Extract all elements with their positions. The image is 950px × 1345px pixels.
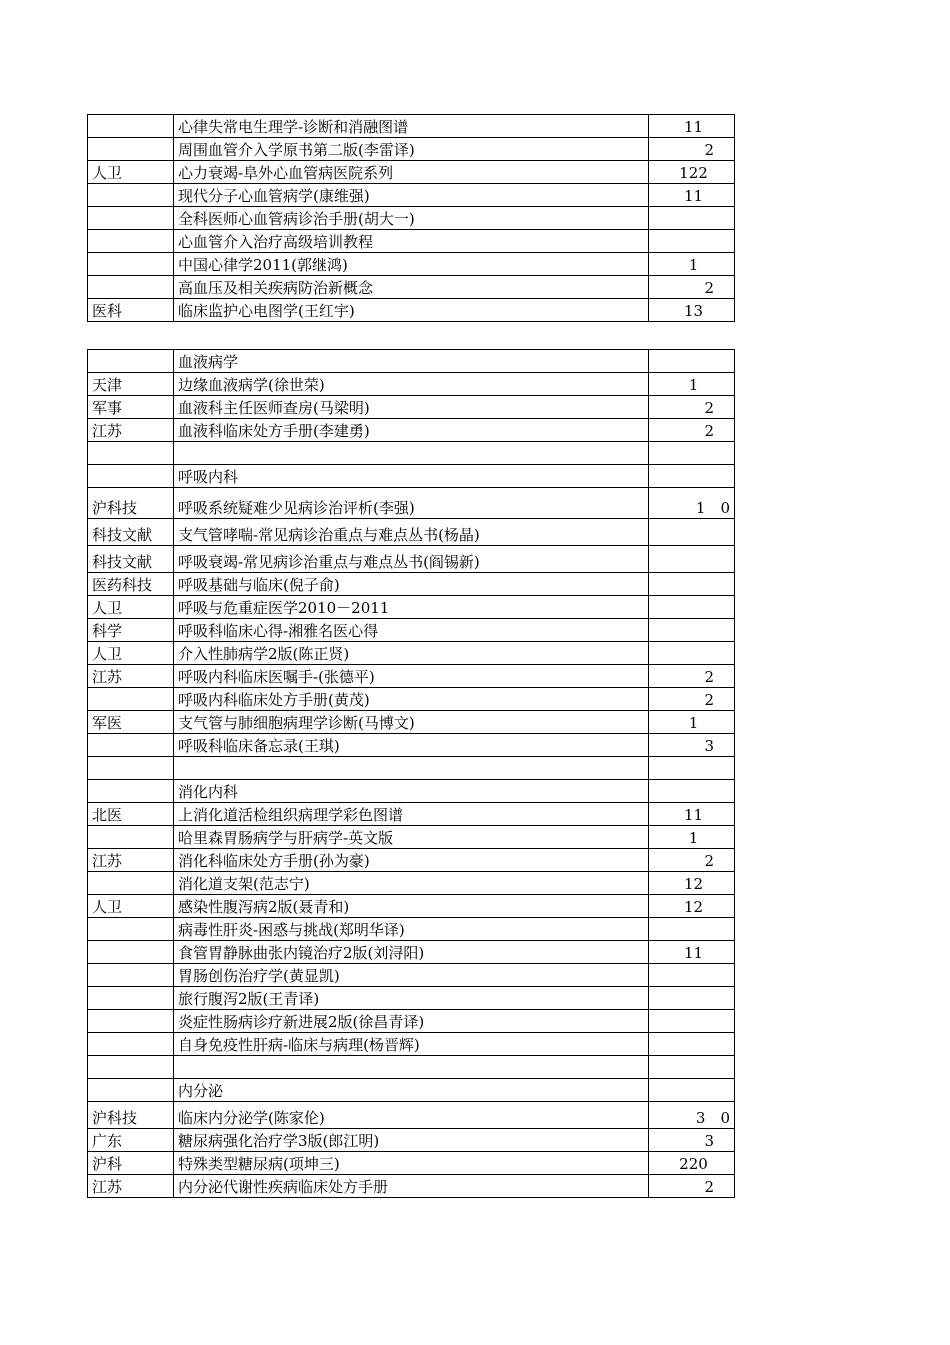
table-row: [88, 207, 735, 230]
title-cell: 血液科主任医师查房(马梁明): [174, 396, 649, 419]
quantity-cell: 2: [649, 396, 735, 419]
quantity-cell: [649, 964, 735, 987]
publisher-cell: [88, 1010, 174, 1033]
table-row: [88, 757, 735, 780]
publisher-cell: [88, 276, 174, 299]
table-row: [88, 115, 735, 138]
table-row: [88, 350, 735, 373]
title-cell: 血液病学: [174, 350, 649, 373]
publisher-cell: [88, 1056, 174, 1079]
quantity-cell: [649, 207, 735, 230]
publisher-cell: 科学: [88, 619, 174, 642]
table-row: [88, 1175, 735, 1198]
quantity-cell: 3 0: [649, 1102, 735, 1129]
quantity-cell: 2: [649, 665, 735, 688]
publisher-cell: 人卫: [88, 642, 174, 665]
table-row: [88, 895, 735, 918]
title-cell: 炎症性肠病诊疗新进展2版(徐昌青译): [174, 1010, 649, 1033]
title-cell: 呼吸科临床备忘录(王琪): [174, 734, 649, 757]
publisher-cell: 军医: [88, 711, 174, 734]
title-cell: 临床监护心电图学(王红宇): [174, 299, 649, 322]
table-row: [88, 1079, 735, 1102]
table-row: [88, 734, 735, 757]
book-table-internal-medicine: [87, 349, 735, 1198]
title-cell: 呼吸科临床心得-湘雅名医心得: [174, 619, 649, 642]
title-cell: 边缘血液病学(徐世荣): [174, 373, 649, 396]
publisher-cell: [88, 230, 174, 253]
quantity-cell: 220: [649, 1152, 735, 1175]
quantity-cell: [649, 1079, 735, 1102]
title-cell: [174, 442, 649, 465]
publisher-cell: [88, 350, 174, 373]
publisher-cell: [88, 757, 174, 780]
publisher-cell: [88, 184, 174, 207]
title-cell: 呼吸内科临床处方手册(黄茂): [174, 688, 649, 711]
title-cell: 哈里森胃肠病学与肝病学-英文版: [174, 826, 649, 849]
title-cell: 食管胃静脉曲张内镜治疗2版(刘浔阳): [174, 941, 649, 964]
quantity-cell: 1: [649, 373, 735, 396]
table-row: [88, 299, 735, 322]
table-row: [88, 918, 735, 941]
title-cell: 呼吸衰竭-常见病诊治重点与难点丛书(阎锡新): [174, 546, 649, 573]
quantity-cell: [649, 442, 735, 465]
title-cell: 内分泌代谢性疾病临床处方手册: [174, 1175, 649, 1198]
table-row: [88, 465, 735, 488]
title-cell: 心血管介入治疗高级培训教程: [174, 230, 649, 253]
table-row: [88, 619, 735, 642]
quantity-cell: [649, 465, 735, 488]
publisher-cell: [88, 465, 174, 488]
quantity-cell: [649, 918, 735, 941]
title-cell: 临床内分泌学(陈家伦): [174, 1102, 649, 1129]
quantity-cell: 3: [649, 1129, 735, 1152]
title-cell: 中国心律学2011(郭继鸿): [174, 253, 649, 276]
quantity-cell: [649, 519, 735, 546]
table-row: [88, 488, 735, 519]
title-cell: 心力衰竭-阜外心血管病医院系列: [174, 161, 649, 184]
publisher-cell: 江苏: [88, 419, 174, 442]
table-row: [88, 642, 735, 665]
quantity-cell: [649, 546, 735, 573]
publisher-cell: 天津: [88, 373, 174, 396]
title-cell: 支气管哮喘-常见病诊治重点与难点丛书(杨晶): [174, 519, 649, 546]
quantity-cell: 11: [649, 115, 735, 138]
title-cell: 现代分子心血管病学(康维强): [174, 184, 649, 207]
table-row: [88, 573, 735, 596]
publisher-cell: [88, 1079, 174, 1102]
table-row: [88, 987, 735, 1010]
title-cell: 上消化道活检组织病理学彩色图谱: [174, 803, 649, 826]
quantity-cell: [649, 642, 735, 665]
title-cell: 呼吸系统疑难少见病诊治评析(李强): [174, 488, 649, 519]
title-cell: 消化科临床处方手册(孙为豪): [174, 849, 649, 872]
table-row: [88, 442, 735, 465]
publisher-cell: 医科: [88, 299, 174, 322]
table-row: [88, 941, 735, 964]
title-cell: 消化内科: [174, 780, 649, 803]
publisher-cell: [88, 987, 174, 1010]
quantity-cell: 2: [649, 688, 735, 711]
publisher-cell: [88, 207, 174, 230]
publisher-cell: 科技文献: [88, 519, 174, 546]
table-row: [88, 161, 735, 184]
quantity-cell: [649, 1033, 735, 1056]
publisher-cell: [88, 253, 174, 276]
table-row: [88, 519, 735, 546]
table-row: [88, 688, 735, 711]
publisher-cell: 江苏: [88, 665, 174, 688]
publisher-cell: [88, 442, 174, 465]
title-cell: [174, 1056, 649, 1079]
quantity-cell: 2: [649, 138, 735, 161]
publisher-cell: [88, 826, 174, 849]
publisher-cell: 人卫: [88, 895, 174, 918]
table-row: [88, 1102, 735, 1129]
quantity-cell: 11: [649, 941, 735, 964]
publisher-cell: 医药科技: [88, 573, 174, 596]
publisher-cell: [88, 780, 174, 803]
quantity-cell: [649, 1010, 735, 1033]
table-row: [88, 419, 735, 442]
title-cell: 周围血管介入学原书第二版(李雷译): [174, 138, 649, 161]
publisher-cell: [88, 941, 174, 964]
publisher-cell: 江苏: [88, 849, 174, 872]
title-cell: 胃肠创伤治疗学(黄显凯): [174, 964, 649, 987]
title-cell: 呼吸内科: [174, 465, 649, 488]
quantity-cell: 2: [649, 1175, 735, 1198]
title-cell: 全科医师心血管病诊治手册(胡大一): [174, 207, 649, 230]
quantity-cell: 1: [649, 253, 735, 276]
title-cell: 呼吸基础与临床(倪子俞): [174, 573, 649, 596]
table-row: [88, 826, 735, 849]
publisher-cell: 人卫: [88, 161, 174, 184]
quantity-cell: 12: [649, 872, 735, 895]
table-row: [88, 184, 735, 207]
title-cell: 病毒性肝炎-困惑与挑战(郑明华译): [174, 918, 649, 941]
quantity-cell: [649, 757, 735, 780]
publisher-cell: 江苏: [88, 1175, 174, 1198]
publisher-cell: 沪科: [88, 1152, 174, 1175]
publisher-cell: 沪科技: [88, 1102, 174, 1129]
publisher-cell: 广东: [88, 1129, 174, 1152]
publisher-cell: 北医: [88, 803, 174, 826]
quantity-cell: 1 0: [649, 488, 735, 519]
table-row: [88, 276, 735, 299]
table-row: [88, 1010, 735, 1033]
table-row: [88, 964, 735, 987]
title-cell: 糖尿病强化治疗学3版(郎江明): [174, 1129, 649, 1152]
table-row: [88, 546, 735, 573]
quantity-cell: [649, 987, 735, 1010]
publisher-cell: 军事: [88, 396, 174, 419]
book-table-cardiology: [87, 114, 735, 322]
title-cell: 旅行腹泻2版(王青译): [174, 987, 649, 1010]
table-row: [88, 396, 735, 419]
table-row: [88, 1129, 735, 1152]
publisher-cell: 人卫: [88, 596, 174, 619]
quantity-cell: [649, 230, 735, 253]
table-row: [88, 373, 735, 396]
title-cell: 呼吸内科临床医嘱手-(张德平): [174, 665, 649, 688]
title-cell: 介入性肺病学2版(陈正贤): [174, 642, 649, 665]
publisher-cell: [88, 964, 174, 987]
quantity-cell: [649, 573, 735, 596]
quantity-cell: [649, 780, 735, 803]
title-cell: 支气管与肺细胞病理学诊断(马博文): [174, 711, 649, 734]
quantity-cell: 13: [649, 299, 735, 322]
quantity-cell: 122: [649, 161, 735, 184]
quantity-cell: [649, 350, 735, 373]
title-cell: 特殊类型糖尿病(项坤三): [174, 1152, 649, 1175]
quantity-cell: 2: [649, 276, 735, 299]
table-row: [88, 780, 735, 803]
title-cell: 高血压及相关疾病防治新概念: [174, 276, 649, 299]
quantity-cell: 11: [649, 184, 735, 207]
table-row: [88, 711, 735, 734]
quantity-cell: 2: [649, 849, 735, 872]
quantity-cell: 1: [649, 826, 735, 849]
table-row: [88, 253, 735, 276]
quantity-cell: 3: [649, 734, 735, 757]
publisher-cell: [88, 872, 174, 895]
table-row: [88, 138, 735, 161]
quantity-cell: [649, 1056, 735, 1079]
publisher-cell: [88, 115, 174, 138]
publisher-cell: [88, 918, 174, 941]
title-cell: 自身免疫性肝病-临床与病理(杨晋辉): [174, 1033, 649, 1056]
quantity-cell: [649, 596, 735, 619]
quantity-cell: 11: [649, 803, 735, 826]
title-cell: 内分泌: [174, 1079, 649, 1102]
table-row: [88, 849, 735, 872]
quantity-cell: 2: [649, 419, 735, 442]
table-row: [88, 665, 735, 688]
quantity-cell: 12: [649, 895, 735, 918]
table-row: [88, 596, 735, 619]
table-row: [88, 803, 735, 826]
table-row: [88, 1152, 735, 1175]
title-cell: 血液科临床处方手册(李建勇): [174, 419, 649, 442]
publisher-cell: [88, 138, 174, 161]
title-cell: 心律失常电生理学-诊断和消融图谱: [174, 115, 649, 138]
table-row: [88, 1056, 735, 1079]
table-row: [88, 230, 735, 253]
title-cell: 感染性腹泻病2版(聂青和): [174, 895, 649, 918]
publisher-cell: 科技文献: [88, 546, 174, 573]
title-cell: 呼吸与危重症医学2010－2011: [174, 596, 649, 619]
publisher-cell: [88, 688, 174, 711]
publisher-cell: [88, 1033, 174, 1056]
publisher-cell: [88, 734, 174, 757]
title-cell: 消化道支架(范志宁): [174, 872, 649, 895]
quantity-cell: 1: [649, 711, 735, 734]
title-cell: [174, 757, 649, 780]
quantity-cell: [649, 619, 735, 642]
publisher-cell: 沪科技: [88, 488, 174, 519]
table-row: [88, 1033, 735, 1056]
table-row: [88, 872, 735, 895]
